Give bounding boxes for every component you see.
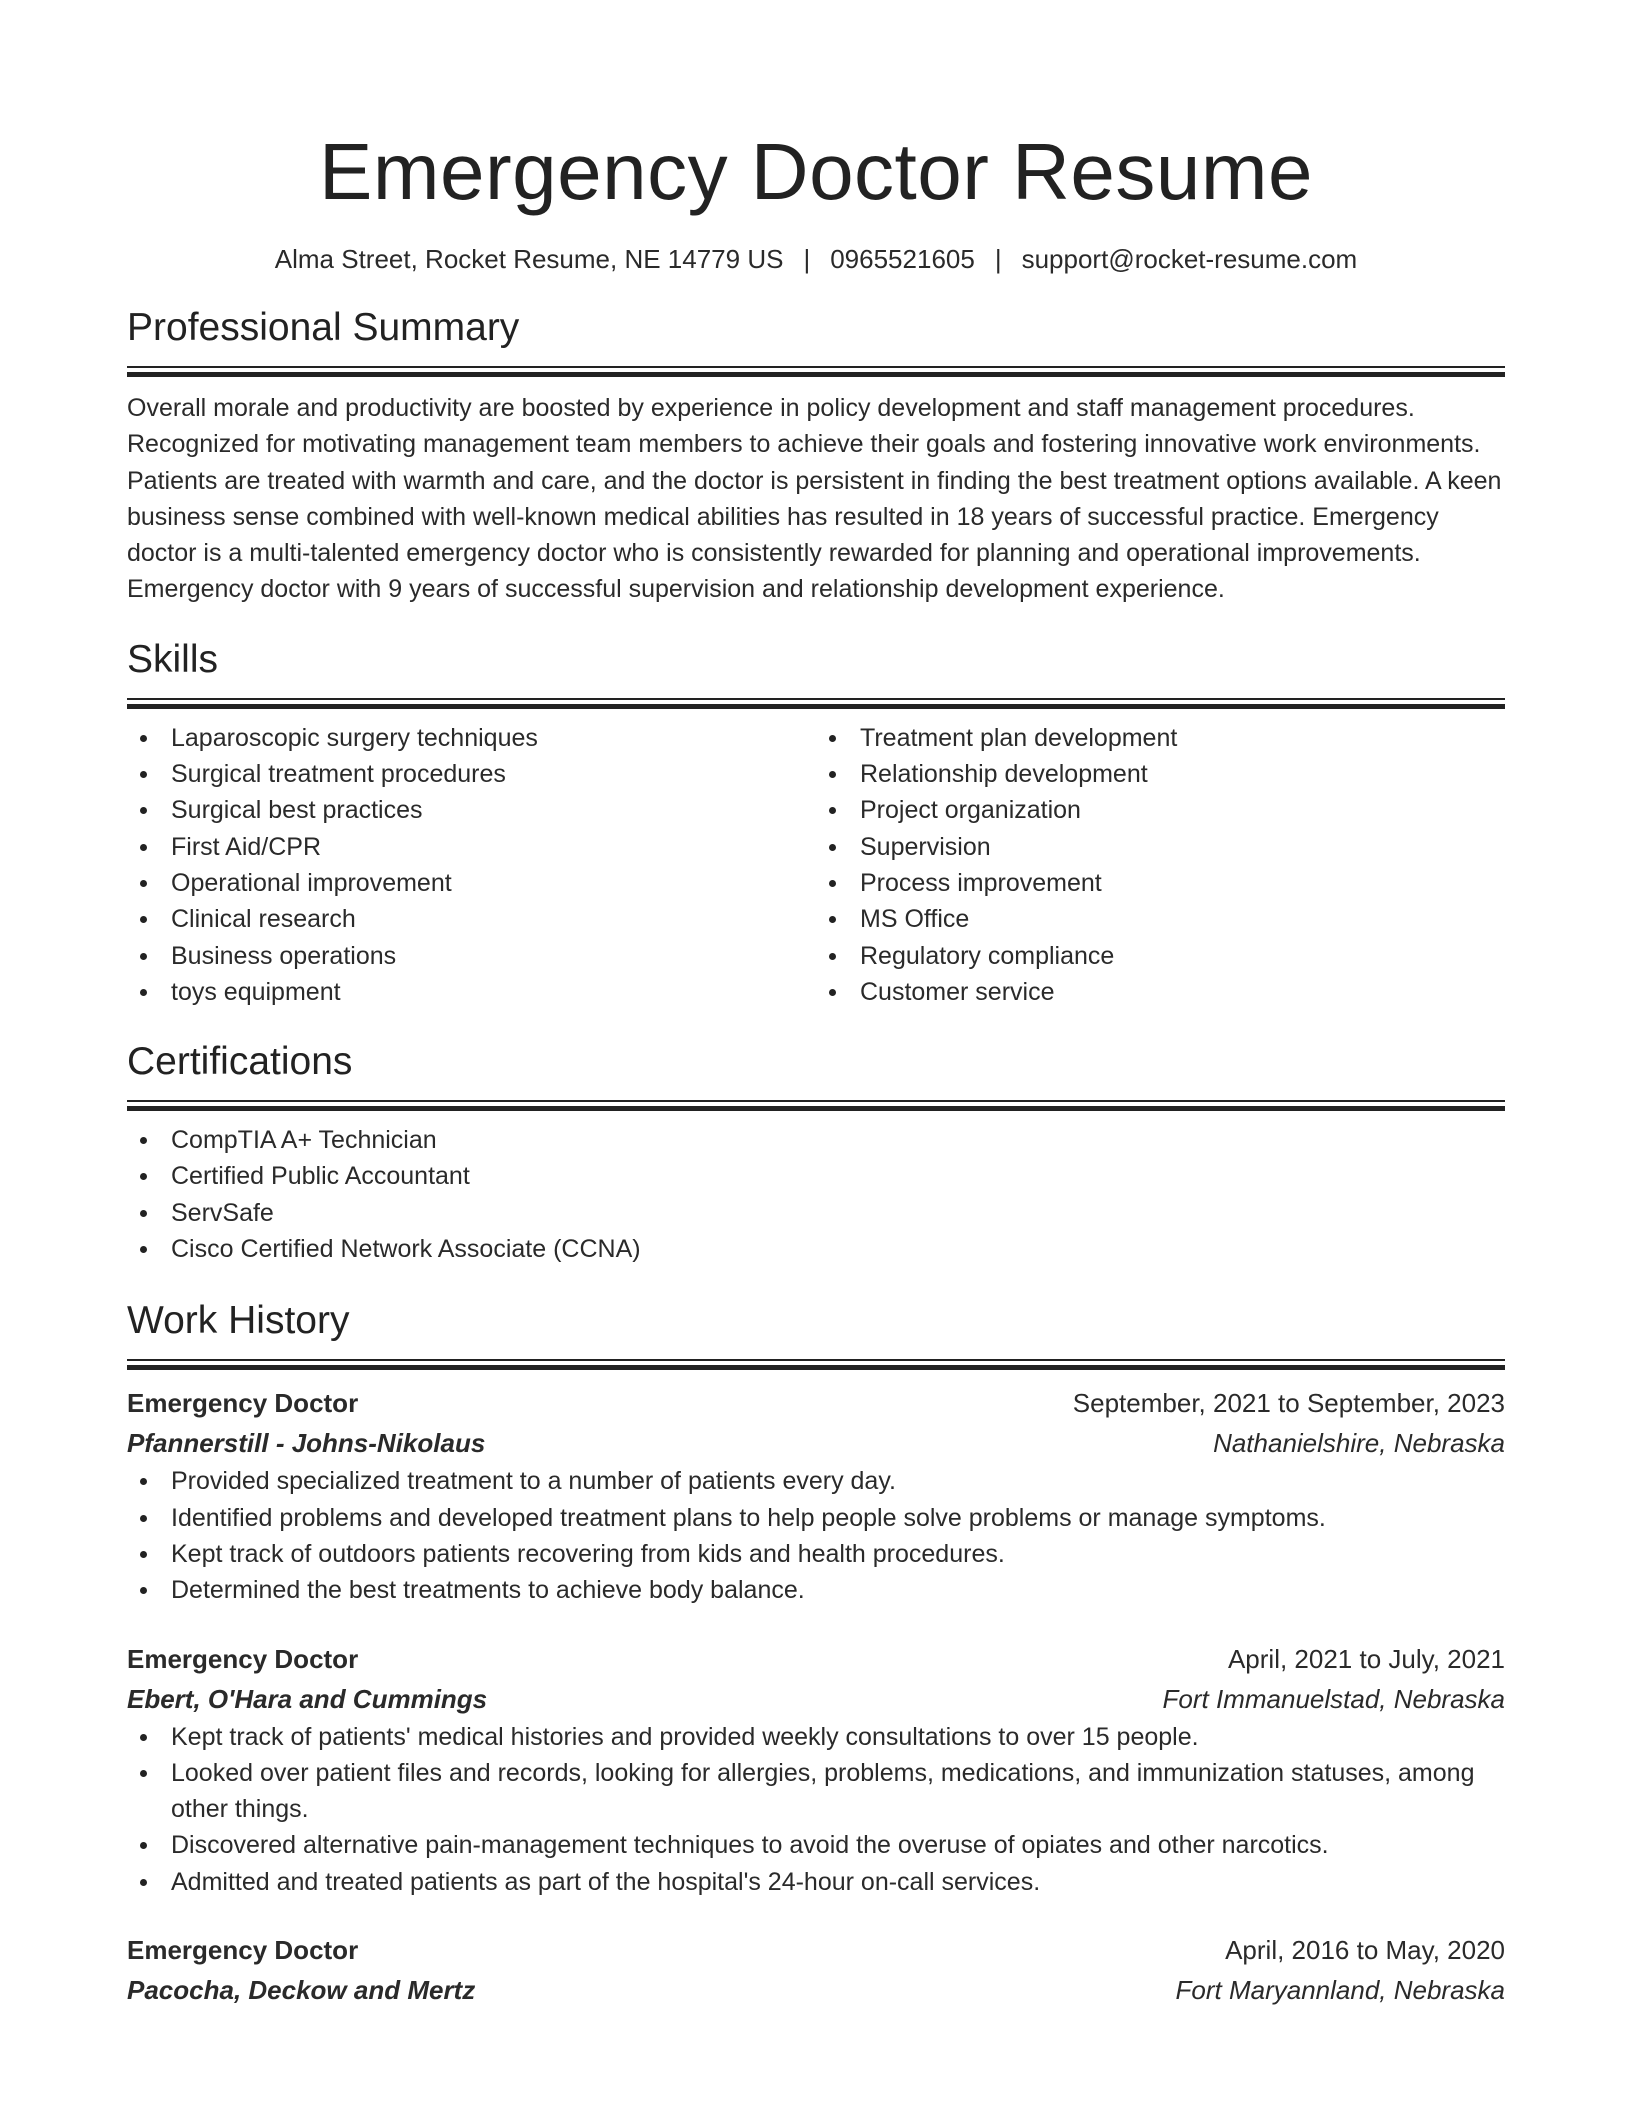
section-divider [127, 366, 1505, 376]
job-bullets [127, 1719, 1505, 1900]
section-divider [127, 698, 1505, 708]
certification-item: Cisco Certified Network Associate (CCNA) [127, 1231, 1505, 1267]
contact-line [127, 242, 1505, 276]
skill-item: Surgical best practices [127, 792, 816, 828]
job-bullet: Looked over patient files and records, looking for allergies, problems, medications, and immunization statuses, among other things. [127, 1755, 1505, 1828]
contact-separator: | [803, 244, 811, 274]
section-heading-work-history: Work History [127, 1299, 350, 1343]
job-bullet: Identified problems and developed treatment plans to help people solve problems or manage symptoms. [127, 1500, 1505, 1536]
skills-list-left [127, 720, 816, 1010]
certification-item: Certified Public Accountant [127, 1158, 1505, 1194]
job-company: Ebert, O'Hara and Cummings [127, 1683, 488, 1714]
job-company-row [127, 1970, 1505, 2010]
job-header-row [127, 1930, 1505, 1970]
job-dates: April, 2016 to May, 2020 [1225, 1935, 1505, 1966]
skill-item: Surgical treatment procedures [127, 756, 816, 792]
job-company-row [127, 1679, 1505, 1719]
skills-section [127, 636, 1505, 1010]
skill-item: Laparoscopic surgery techniques [127, 720, 816, 756]
skill-item: Supervision [816, 829, 1505, 865]
skill-item: Regulatory compliance [816, 938, 1505, 974]
job-title: Emergency Doctor [127, 1388, 359, 1419]
job-bullet: Provided specialized treatment to a number of patients every day. [127, 1463, 1505, 1499]
job-company: Pfannerstill - Johns-Nikolaus [127, 1428, 486, 1459]
job-dates: April, 2021 to July, 2021 [1227, 1643, 1505, 1674]
skill-item: Clinical research [127, 901, 816, 937]
job-bullet: Admitted and treated patients as part of the hospital's 24-hour on-call services. [127, 1864, 1505, 1900]
contact-phone: 0965521605 [830, 244, 975, 274]
contact-address: Alma Street, Rocket Resume, NE 14779 US [274, 244, 784, 274]
certification-item: CompTIA A+ Technician [127, 1122, 1505, 1158]
job-dates: September, 2021 to September, 2023 [1072, 1388, 1505, 1419]
skill-item: Process improvement [816, 865, 1505, 901]
contact-email: support@rocket-resume.com [1021, 244, 1358, 274]
job-bullet: Kept track of patients' medical histories and provided weekly consultations to over 15 people. [127, 1719, 1505, 1755]
skill-item: toys equipment [127, 974, 816, 1010]
skills-list-right [816, 720, 1505, 1010]
job-company-row [127, 1423, 1505, 1463]
job-entry [127, 1930, 1505, 2010]
job-header-row [127, 1639, 1505, 1679]
skills-column-left [127, 720, 816, 1010]
skill-item: Operational improvement [127, 865, 816, 901]
certifications-section [127, 1038, 1505, 1267]
skill-item: Treatment plan development [816, 720, 1505, 756]
job-bullets [127, 1463, 1505, 1608]
job-entry [127, 1383, 1505, 1608]
skills-column-right [816, 720, 1505, 1010]
job-company: Pacocha, Deckow and Mertz [127, 1975, 476, 2006]
summary-section [127, 304, 1505, 608]
skill-item: MS Office [816, 901, 1505, 937]
section-heading-summary: Professional Summary [127, 306, 520, 349]
job-title: Emergency Doctor [127, 1643, 359, 1674]
skill-item: Relationship development [816, 756, 1505, 792]
section-heading-skills: Skills [127, 637, 219, 681]
job-bullet: Discovered alternative pain-management techniques to avoid the overuse of opiates and other narcotics. [127, 1827, 1505, 1863]
skill-item: Customer service [816, 974, 1505, 1010]
skill-item: First Aid/CPR [127, 829, 816, 865]
job-header-row [127, 1383, 1505, 1423]
job-bullet: Determined the best treatments to achieve body balance. [127, 1572, 1505, 1608]
job-location: Fort Maryannland, Nebraska [1175, 1975, 1505, 2006]
certifications-list [127, 1122, 1505, 1267]
contact-separator: | [994, 244, 1002, 274]
job-location: Fort Immanuelstad, Nebraska [1162, 1683, 1505, 1714]
skills-columns [127, 720, 1505, 1010]
summary-text: Overall morale and productivity are boosted by experience in policy development and staff management procedures. Recognized for motivating management team members to achieve their goals and fostering innovative work environments. Patients are treated with warmth and care, and the doctor is persistent in finding the best treatment options available. A keen business sense combined with well-known medical abilities has resulted in 18 years of successful practice. Emergency doctor is a multi-talented emergency doctor who is consistently rewarded for planning and operational improvements. Emergency doctor with 9 years of successful supervision and relationship development experience. [127, 394, 1502, 604]
skill-item: Business operations [127, 938, 816, 974]
job-title: Emergency Doctor [127, 1935, 359, 1966]
job-location: Nathanielshire, Nebraska [1213, 1428, 1505, 1459]
work-history-section [127, 1297, 1505, 2010]
skill-item: Project organization [816, 792, 1505, 828]
section-heading-certifications: Certifications [127, 1040, 353, 1084]
section-divider [127, 1100, 1505, 1110]
job-entry [127, 1639, 1505, 1900]
section-divider [127, 1359, 1505, 1369]
certification-item: ServSafe [127, 1195, 1505, 1231]
job-bullet: Kept track of outdoors patients recovering from kids and health procedures. [127, 1536, 1505, 1572]
page-title: Emergency Doctor Resume [318, 127, 1314, 216]
